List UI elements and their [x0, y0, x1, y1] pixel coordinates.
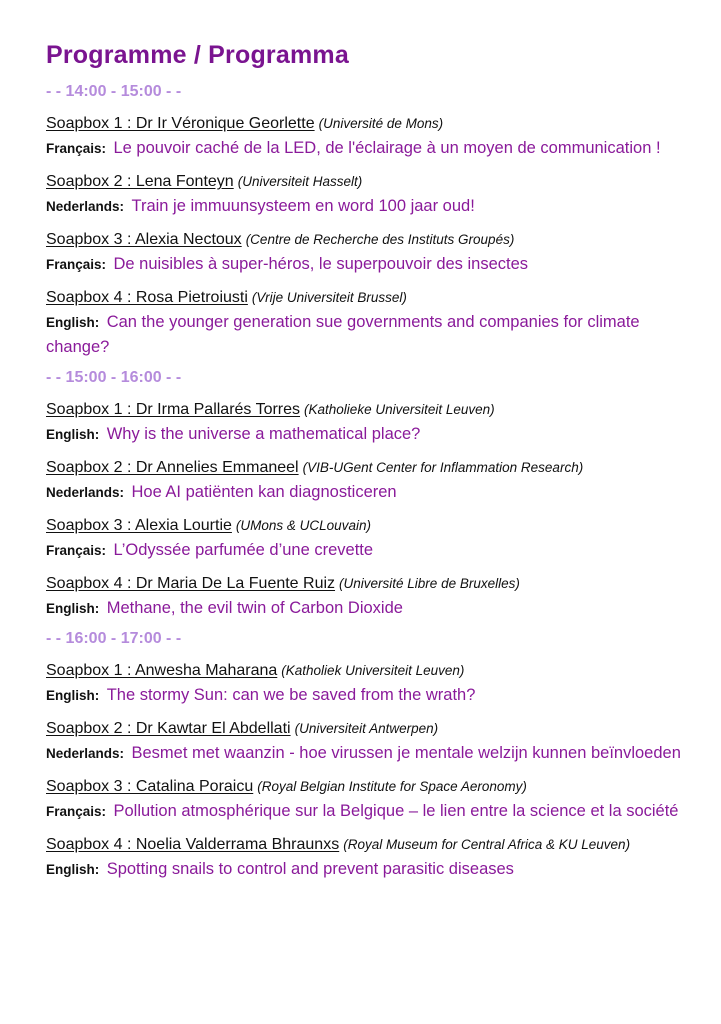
- page-title: Programme / Programma: [46, 41, 349, 69]
- talk-language: English:: [46, 862, 100, 877]
- speaker-line: [46, 659, 686, 683]
- speaker-name: Soapbox 4 : Noelia Valderrama Bhraunxs: [46, 836, 340, 853]
- talk-line: [46, 683, 686, 708]
- talk-language: Français:: [46, 257, 107, 272]
- talk-item: [46, 170, 686, 219]
- speaker-line: [46, 514, 686, 538]
- talk-item: [46, 717, 686, 766]
- talk-line: [46, 136, 686, 161]
- talk-line: [46, 799, 686, 824]
- talk-language: Français:: [46, 804, 107, 819]
- talk-item: [46, 514, 686, 563]
- talk-item: [46, 456, 686, 505]
- speaker-affiliation: (Katholiek Universiteit Leuven): [281, 663, 465, 678]
- speaker-name: Soapbox 1 : Dr Irma Pallarés Torres: [46, 401, 301, 418]
- talk-topic: L’Odyssée parfumée d’une crevette: [113, 541, 374, 559]
- time-slot-section: [46, 367, 686, 621]
- talk-topic: Train je immuunsysteem en word 100 jaar oud!: [131, 197, 475, 215]
- talk-line: [46, 857, 686, 882]
- talk-item: [46, 775, 686, 824]
- speaker-name: Soapbox 2 : Dr Annelies Emmaneel: [46, 459, 299, 476]
- talk-topic: The stormy Sun: can we be saved from the wrath?: [106, 686, 476, 704]
- speaker-affiliation: (Vrije Universiteit Brussel): [251, 290, 407, 305]
- talk-line: [46, 538, 686, 563]
- speaker-line: [46, 775, 686, 799]
- speaker-affiliation: (Universiteit Hasselt): [237, 174, 363, 189]
- speaker-line: [46, 717, 686, 741]
- talk-language: Nederlands:: [46, 485, 125, 500]
- talk-item: [46, 112, 686, 161]
- speaker-affiliation: (Université Libre de Bruxelles): [339, 576, 520, 591]
- talk-language: Français:: [46, 141, 107, 156]
- talk-topic: Besmet met waanzin - hoe virussen je mentale welzijn kunnen beïnvloeden: [131, 744, 681, 762]
- speaker-name: Soapbox 2 : Lena Fonteyn: [46, 173, 234, 190]
- speaker-line: [46, 112, 686, 136]
- speaker-affiliation: (Centre de Recherche des Instituts Groupés): [245, 232, 515, 247]
- talk-item: [46, 398, 686, 447]
- talk-language: Nederlands:: [46, 746, 125, 761]
- speaker-line: [46, 572, 686, 596]
- talk-language: Nederlands:: [46, 199, 125, 214]
- talk-line: [46, 194, 686, 219]
- time-slot-heading: - - 16:00 - 17:00 - -: [46, 630, 182, 647]
- talk-language: English:: [46, 315, 100, 330]
- talk-topic: Why is the universe a mathematical place?: [106, 425, 421, 443]
- talk-line: [46, 596, 686, 621]
- talk-topic: Pollution atmosphérique sur la Belgique – le lien entre la science et la société: [113, 802, 679, 820]
- talk-language: English:: [46, 688, 100, 703]
- talk-language: English:: [46, 427, 100, 442]
- time-slot-heading: - - 14:00 - 15:00 - -: [46, 83, 182, 100]
- talk-line: [46, 310, 686, 360]
- talk-line: [46, 422, 686, 447]
- talk-item: [46, 228, 686, 277]
- talk-topic: Can the younger generation sue governments and companies for climate change?: [46, 313, 640, 356]
- speaker-affiliation: (Universiteit Antwerpen): [294, 721, 439, 736]
- talk-item: [46, 833, 686, 882]
- talk-topic: Methane, the evil twin of Carbon Dioxide: [106, 599, 403, 617]
- talk-language: Français:: [46, 543, 107, 558]
- speaker-name: Soapbox 3 : Alexia Lourtie: [46, 517, 232, 534]
- talk-line: [46, 252, 686, 277]
- speaker-name: Soapbox 4 : Dr Maria De La Fuente Ruiz: [46, 575, 336, 592]
- speaker-name: Soapbox 1 : Anwesha Maharana: [46, 662, 278, 679]
- speaker-line: [46, 398, 686, 422]
- talk-item: [46, 286, 686, 360]
- speaker-affiliation: (UMons & UCLouvain): [235, 518, 371, 533]
- talk-line: [46, 480, 686, 505]
- speaker-line: [46, 170, 686, 194]
- speaker-affiliation: (Royal Museum for Central Africa & KU Leuven): [343, 837, 631, 852]
- time-slot-heading: - - 15:00 - 16:00 - -: [46, 369, 182, 386]
- talk-language: English:: [46, 601, 100, 616]
- talk-topic: Hoe AI patiënten kan diagnosticeren: [131, 483, 397, 501]
- time-slot-section: [46, 81, 686, 360]
- talk-item: [46, 659, 686, 708]
- speaker-line: [46, 833, 686, 857]
- speaker-line: [46, 456, 686, 480]
- speaker-affiliation: (Katholieke Universiteit Leuven): [304, 402, 495, 417]
- speaker-line: [46, 228, 686, 252]
- talk-line: [46, 741, 686, 766]
- speaker-line: [46, 286, 686, 310]
- speaker-affiliation: (Royal Belgian Institute for Space Aeronomy): [257, 779, 527, 794]
- talk-topic: Le pouvoir caché de la LED, de l'éclairage à un moyen de communication !: [113, 139, 661, 157]
- talk-item: [46, 572, 686, 621]
- speaker-name: Soapbox 2 : Dr Kawtar El Abdellati: [46, 720, 291, 737]
- speaker-name: Soapbox 3 : Alexia Nectoux: [46, 231, 242, 248]
- talk-topic: Spotting snails to control and prevent parasitic diseases: [106, 860, 514, 878]
- speaker-name: Soapbox 4 : Rosa Pietroiusti: [46, 289, 248, 306]
- programme-page: [46, 36, 686, 888]
- speaker-affiliation: (VIB-UGent Center for Inflammation Research): [302, 460, 584, 475]
- talk-topic: De nuisibles à super-héros, le superpouvoir des insectes: [113, 255, 529, 273]
- speaker-name: Soapbox 1 : Dr Ir Véronique Georlette: [46, 115, 315, 132]
- speaker-name: Soapbox 3 : Catalina Poraicu: [46, 778, 254, 795]
- speaker-affiliation: (Université de Mons): [318, 116, 444, 131]
- time-slot-section: [46, 628, 686, 882]
